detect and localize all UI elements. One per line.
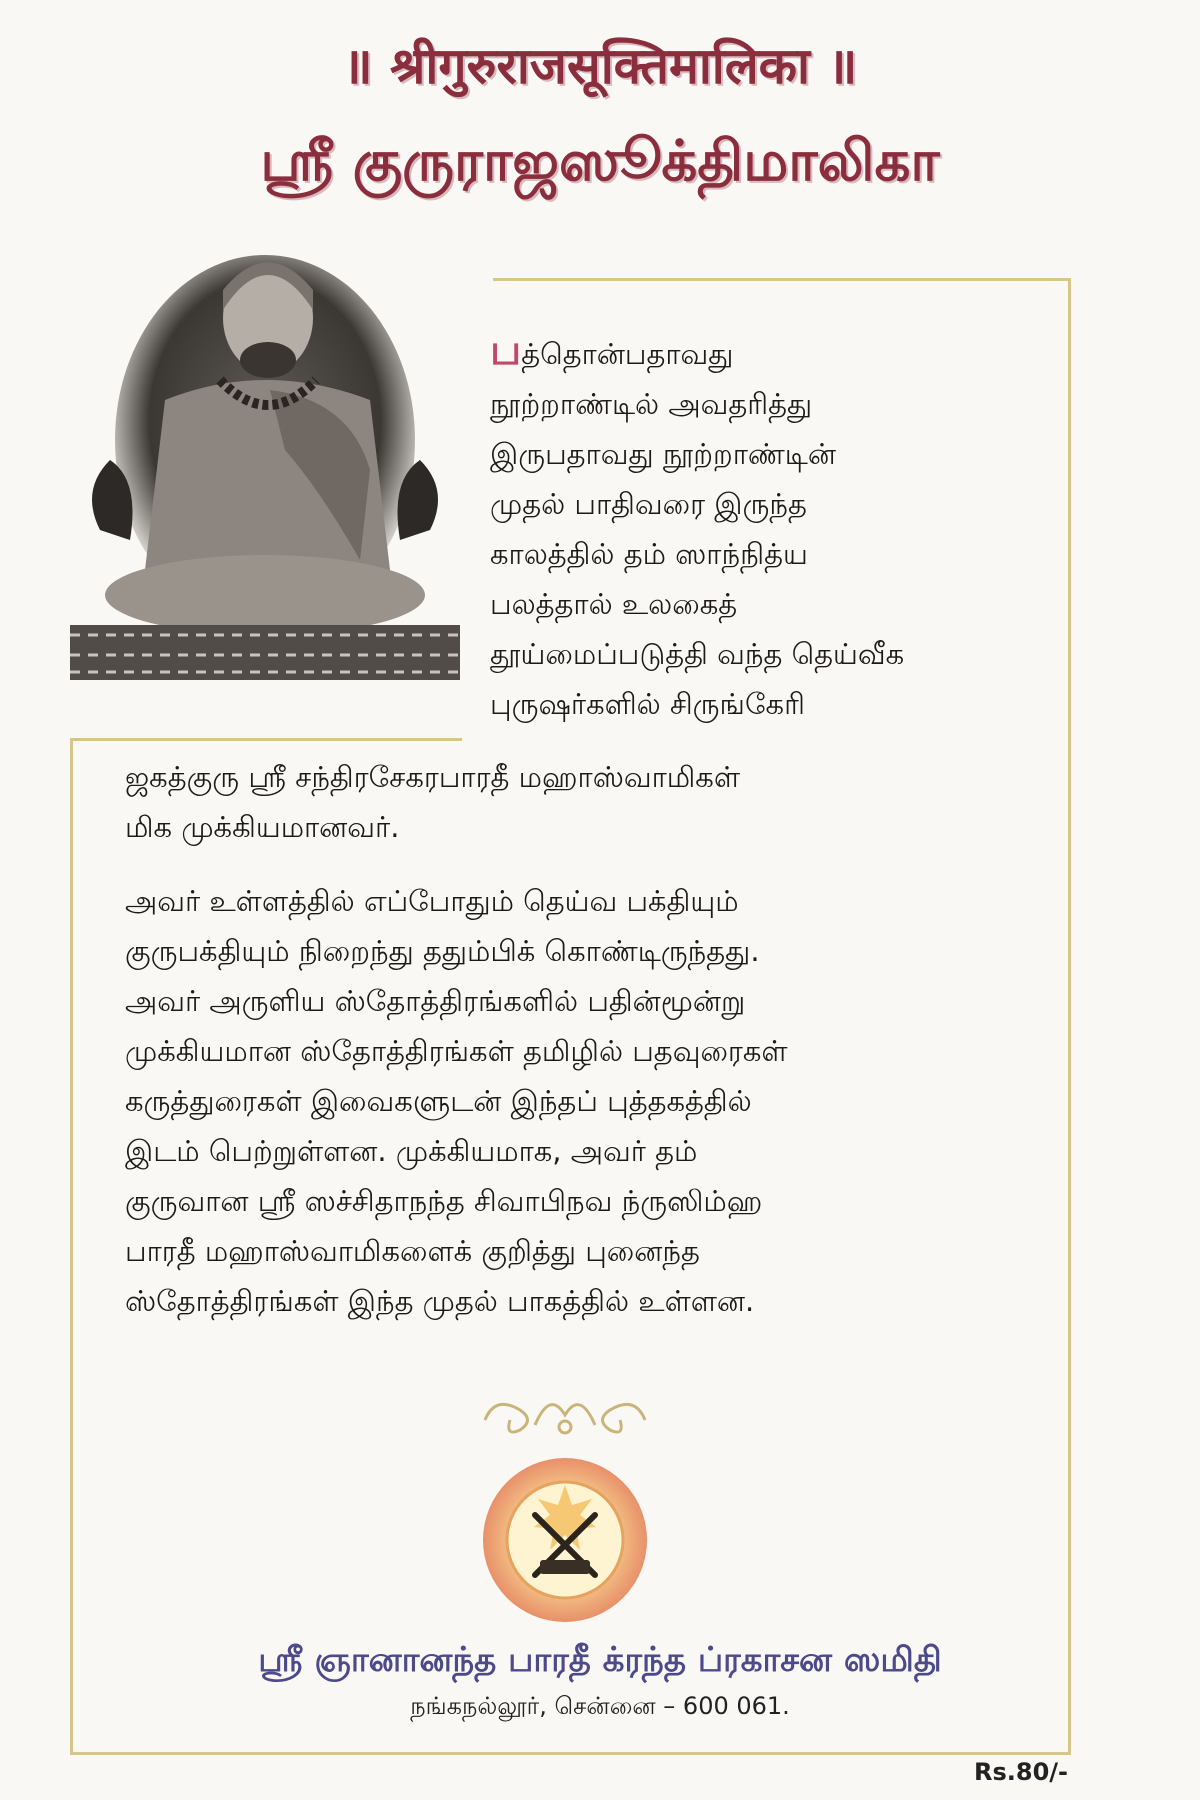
body-line: குருபக்தியும் நிறைந்து ததும்பிக் கொண்டிருந்தது. xyxy=(125,934,760,968)
body-line: குருவான ஸ்ரீ ஸச்சிதாநந்த சிவாபிநவ ந்ருஸிம்ஹ xyxy=(125,1184,763,1218)
frame-top-border xyxy=(493,278,1071,281)
body-line: அவர் அருளிய ஸ்தோத்திரங்களில் பதின்மூன்று xyxy=(125,984,746,1018)
intro-line: ஜகத்குரு ஸ்ரீ சந்திரசேகரபாரதீ மஹாஸ்வாமிகள் xyxy=(125,760,741,794)
body-line: கருத்துரைகள் இவைகளுடன் இந்தப் புத்தகத்தில் xyxy=(125,1084,752,1118)
body-line: பாரதீ மஹாஸ்வாமிகளைக் குறித்து புனைந்த xyxy=(125,1234,700,1268)
intro-paragraph xyxy=(490,325,1050,729)
dropcap-letter: ப xyxy=(490,325,522,374)
portrait-image xyxy=(70,240,460,710)
intro-line: பலத்தால் உலகைத் xyxy=(490,587,738,621)
intro-line: தூய்மைப்படுத்தி வந்த தெய்வீக xyxy=(490,637,905,671)
intro-line: த்தொன்பதாவது xyxy=(521,337,734,371)
body-line: முக்கியமான ஸ்தோத்திரங்கள் தமிழில் பதவுரைகள் xyxy=(125,1034,788,1068)
intro-continuation xyxy=(125,752,1025,852)
intro-line: காலத்தில் தம் ஸாந்நித்ய xyxy=(490,537,808,571)
scroll-flourish-icon xyxy=(475,1385,655,1445)
frame-left-border xyxy=(70,738,73,1755)
intro-line: மிக முக்கியமானவர். xyxy=(125,810,400,844)
frame-step-border xyxy=(70,738,462,741)
publisher-seal-icon xyxy=(480,1455,650,1625)
body-line: இடம் பெற்றுள்ளன. முக்கியமாக, அவர் தம் xyxy=(125,1134,698,1168)
body-line: ஸ்தோத்திரங்கள் இந்த முதல் பாகத்தில் உள்ளன. xyxy=(125,1284,755,1318)
intro-line: முதல் பாதிவரை இருந்த xyxy=(490,487,807,521)
intro-line: புருஷர்களில் சிருங்கேரி xyxy=(490,687,805,721)
frame-bottom-border xyxy=(70,1752,1071,1755)
frame-right-border xyxy=(1068,278,1071,1755)
intro-line: இருபதாவது நூற்றாண்டின் xyxy=(490,437,837,471)
price-label: Rs.80/- xyxy=(973,1758,1068,1786)
publisher-name: ஸ்ரீ ஞானானந்த பாரதீ க்ரந்த ப்ரகாசன ஸமிதி xyxy=(258,1640,942,1680)
publisher-address: நங்கநல்லூர், சென்னை – 600 061. xyxy=(410,1692,790,1720)
body-paragraph xyxy=(125,876,1025,1326)
body-line: அவர் உள்ளத்தில் எப்போதும் தெய்வ பக்தியும் xyxy=(125,884,739,918)
title-sanskrit: ॥ श्रीगुरुराजसूक्तिमालिका ॥ xyxy=(342,36,858,95)
intro-line: நூற்றாண்டில் அவதரித்து xyxy=(490,387,813,421)
title-tamil: ஸ்ரீ குருராஜஸூக்திமாலிகா xyxy=(260,128,940,194)
